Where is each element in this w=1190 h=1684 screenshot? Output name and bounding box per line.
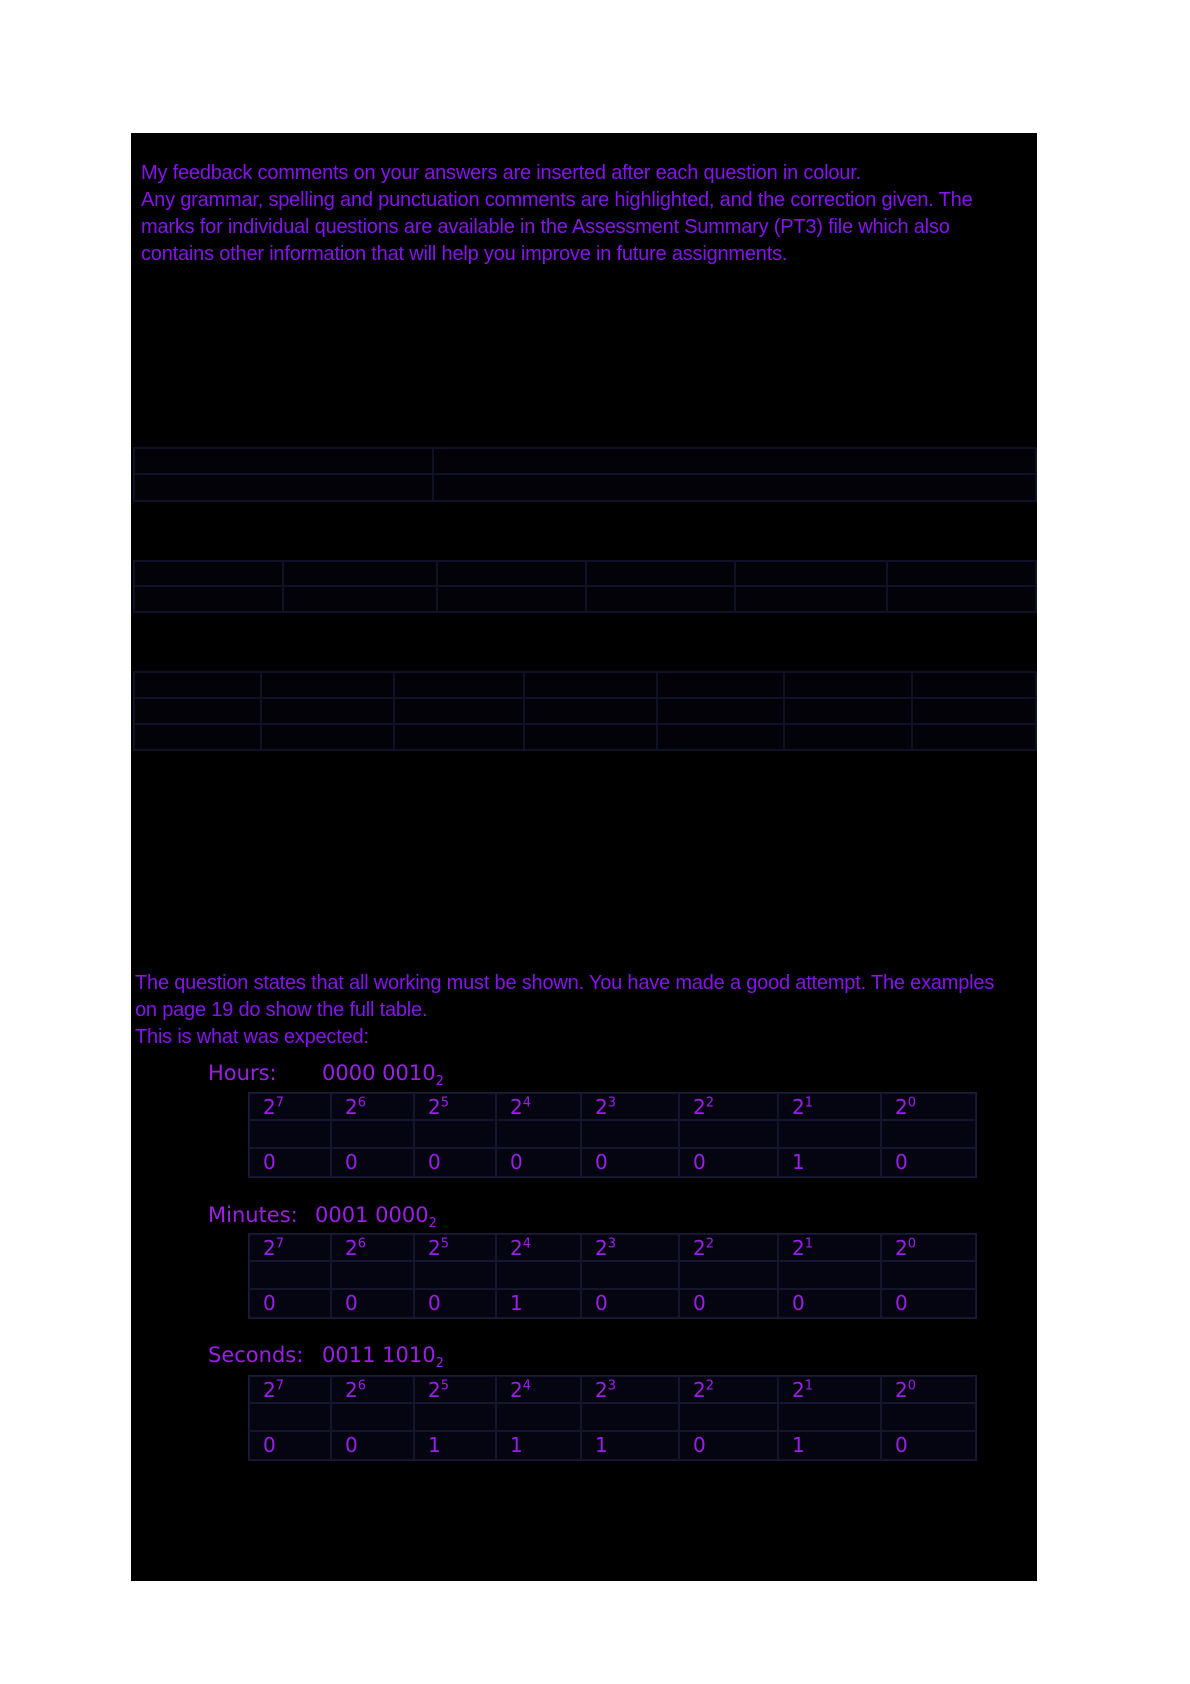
spacer-cell bbox=[331, 1403, 414, 1431]
hidden-table-cell bbox=[524, 724, 657, 750]
power-base: 2 bbox=[895, 1378, 908, 1402]
bit-value-cell: 0 bbox=[331, 1289, 414, 1318]
hidden-table-cell bbox=[912, 698, 1036, 724]
bit-value-cell: 1 bbox=[581, 1431, 679, 1460]
hidden-table-cell bbox=[433, 448, 1036, 474]
power-exponent: 3 bbox=[607, 1236, 617, 1252]
radix-subscript: 2 bbox=[435, 1074, 444, 1090]
power-exponent: 4 bbox=[522, 1236, 532, 1252]
spacer-cell bbox=[331, 1120, 414, 1148]
power-exponent: 6 bbox=[357, 1236, 367, 1252]
bit-header-cell bbox=[881, 1376, 976, 1403]
hidden-table-cell bbox=[394, 672, 524, 698]
power-exponent: 5 bbox=[440, 1095, 450, 1111]
spacer-cell bbox=[496, 1120, 581, 1148]
spacer-cell bbox=[496, 1261, 581, 1289]
hidden-table-cell bbox=[524, 698, 657, 724]
hidden-table-cell bbox=[784, 724, 912, 750]
power-base: 2 bbox=[792, 1378, 805, 1402]
hidden-table-cell bbox=[283, 586, 437, 612]
bit-value-cell: 0 bbox=[249, 1431, 331, 1460]
bit-value-cell: 0 bbox=[679, 1289, 778, 1318]
hidden-table-cell bbox=[261, 672, 394, 698]
hidden-table-cell bbox=[283, 561, 437, 586]
hidden-table-cell bbox=[887, 586, 1036, 612]
hidden-table-cell bbox=[784, 698, 912, 724]
spacer-cell bbox=[414, 1403, 496, 1431]
power-base: 2 bbox=[693, 1378, 706, 1402]
hidden-table-cell bbox=[887, 561, 1036, 586]
bit-header-cell bbox=[331, 1234, 414, 1261]
power-exponent: 0 bbox=[907, 1378, 917, 1394]
bit-value-cell: 0 bbox=[881, 1289, 976, 1318]
power-base: 2 bbox=[345, 1095, 358, 1119]
bit-header-cell bbox=[496, 1376, 581, 1403]
bit-value-cell: 1 bbox=[414, 1431, 496, 1460]
spacer-cell bbox=[496, 1403, 581, 1431]
spacer-cell bbox=[581, 1403, 679, 1431]
binary-section-value: 0001 $0000_2$ bbox=[315, 1203, 437, 1232]
hidden-table-cell bbox=[134, 672, 261, 698]
power-base: 2 bbox=[595, 1095, 608, 1119]
power-base: 2 bbox=[510, 1236, 523, 1260]
bit-header-cell bbox=[881, 1093, 976, 1120]
bit-value-cell: 0 bbox=[881, 1431, 976, 1460]
hidden-table-cell bbox=[394, 724, 524, 750]
power-exponent: 2 bbox=[705, 1236, 715, 1252]
bit-header-cell bbox=[881, 1234, 976, 1261]
hidden-table-cell bbox=[437, 586, 586, 612]
spacer-cell bbox=[778, 1403, 881, 1431]
spacer-cell bbox=[249, 1261, 331, 1289]
bit-header-cell bbox=[679, 1234, 778, 1261]
bit-value-cell: 0 bbox=[414, 1289, 496, 1318]
power-exponent: 6 bbox=[357, 1095, 367, 1111]
power-exponent: 5 bbox=[440, 1378, 450, 1394]
hidden-table-cell bbox=[586, 586, 735, 612]
power-base: 2 bbox=[428, 1236, 441, 1260]
bit-header-cell bbox=[778, 1376, 881, 1403]
binary-section-label: Seconds: bbox=[208, 1343, 304, 1367]
power-exponent: 7 bbox=[275, 1236, 285, 1252]
bit-header-cell bbox=[581, 1093, 679, 1120]
hidden-table-cell bbox=[735, 586, 887, 612]
comment-line: The question states that all working must be shown. You have made a good attempt. The examples bbox=[135, 972, 995, 994]
intro-line: marks for individual questions are available in the Assessment Summary (PT3) file which also bbox=[141, 216, 950, 238]
hidden-table-cell bbox=[912, 724, 1036, 750]
hidden-table-cell bbox=[784, 672, 912, 698]
bit-value-cell: 1 bbox=[496, 1289, 581, 1318]
power-base: 2 bbox=[595, 1378, 608, 1402]
hidden-table-cell bbox=[394, 698, 524, 724]
power-exponent: 5 bbox=[440, 1236, 450, 1252]
comment-line: This is what was expected: bbox=[135, 1026, 369, 1048]
binary-section-value: 0000 $0010_2$ bbox=[322, 1061, 444, 1090]
place-value-table bbox=[248, 1233, 977, 1319]
power-exponent: 3 bbox=[607, 1378, 617, 1394]
power-exponent: 2 bbox=[705, 1095, 715, 1111]
bit-header-cell bbox=[679, 1093, 778, 1120]
spacer-cell bbox=[778, 1120, 881, 1148]
spacer-cell bbox=[778, 1261, 881, 1289]
power-base: 2 bbox=[895, 1095, 908, 1119]
hidden-table-cell bbox=[134, 586, 283, 612]
hidden-table-cell bbox=[134, 724, 261, 750]
spacer-cell bbox=[249, 1120, 331, 1148]
intro-line: Any grammar, spelling and punctuation comments are highlighted, and the correction given. The bbox=[141, 189, 973, 211]
spacer-cell bbox=[679, 1120, 778, 1148]
spacer-cell bbox=[581, 1261, 679, 1289]
radix-subscript: 2 bbox=[428, 1216, 437, 1232]
bit-header-cell bbox=[249, 1093, 331, 1120]
power-base: 2 bbox=[263, 1236, 276, 1260]
bit-value-cell: 0 bbox=[414, 1148, 496, 1177]
bit-header-cell bbox=[778, 1234, 881, 1261]
power-base: 2 bbox=[595, 1236, 608, 1260]
bit-header-cell bbox=[249, 1234, 331, 1261]
bit-header-cell bbox=[581, 1376, 679, 1403]
bit-value-cell: 0 bbox=[581, 1148, 679, 1177]
power-base: 2 bbox=[895, 1236, 908, 1260]
hidden-table-cell bbox=[437, 561, 586, 586]
bit-header-cell bbox=[778, 1093, 881, 1120]
bit-value-cell: 0 bbox=[881, 1148, 976, 1177]
hidden-table-b bbox=[133, 560, 1037, 613]
power-base: 2 bbox=[693, 1236, 706, 1260]
hidden-table-cell bbox=[912, 672, 1036, 698]
power-exponent: 0 bbox=[907, 1236, 917, 1252]
hidden-table-cell bbox=[657, 672, 784, 698]
spacer-cell bbox=[331, 1261, 414, 1289]
bit-header-cell bbox=[414, 1234, 496, 1261]
comment-line: on page 19 do show the full table. bbox=[135, 999, 428, 1021]
bit-value-cell: 1 bbox=[778, 1148, 881, 1177]
hidden-table-cell bbox=[134, 448, 433, 474]
power-base: 2 bbox=[792, 1236, 805, 1260]
power-base: 2 bbox=[345, 1236, 358, 1260]
radix-subscript: 2 bbox=[435, 1356, 444, 1372]
bit-value-cell: 0 bbox=[679, 1148, 778, 1177]
bit-value-cell: 0 bbox=[331, 1431, 414, 1460]
power-exponent: 0 bbox=[907, 1095, 917, 1111]
binary-section-label: Hours: bbox=[208, 1061, 277, 1085]
bit-header-cell bbox=[331, 1376, 414, 1403]
power-base: 2 bbox=[263, 1095, 276, 1119]
bit-header-cell bbox=[496, 1093, 581, 1120]
power-base: 2 bbox=[693, 1095, 706, 1119]
power-base: 2 bbox=[428, 1095, 441, 1119]
bit-value-cell: 1 bbox=[496, 1431, 581, 1460]
power-exponent: 4 bbox=[522, 1095, 532, 1111]
hidden-table-cell bbox=[735, 561, 887, 586]
power-exponent: 2 bbox=[705, 1378, 715, 1394]
hidden-table-cell bbox=[657, 724, 784, 750]
bit-header-cell bbox=[414, 1093, 496, 1120]
power-exponent: 6 bbox=[357, 1378, 367, 1394]
power-exponent: 4 bbox=[522, 1378, 532, 1394]
hidden-table-cell bbox=[134, 698, 261, 724]
power-exponent: 1 bbox=[804, 1378, 814, 1394]
feedback-page-area bbox=[131, 133, 1037, 1581]
spacer-cell bbox=[881, 1120, 976, 1148]
intro-paragraph bbox=[141, 160, 973, 268]
bit-header-cell bbox=[414, 1376, 496, 1403]
power-base: 2 bbox=[428, 1378, 441, 1402]
bit-value-cell: 0 bbox=[496, 1148, 581, 1177]
intro-line: My feedback comments on your answers are inserted after each question in colour. bbox=[141, 162, 861, 184]
bit-header-cell bbox=[679, 1376, 778, 1403]
bit-value-cell: 0 bbox=[249, 1289, 331, 1318]
power-exponent: 3 bbox=[607, 1095, 617, 1111]
bit-header-cell bbox=[581, 1234, 679, 1261]
intro-line: contains other information that will help you improve in future assignments. bbox=[141, 243, 788, 265]
spacer-cell bbox=[881, 1261, 976, 1289]
hidden-table-cell bbox=[134, 561, 283, 586]
hidden-table-cell bbox=[261, 724, 394, 750]
bit-value-cell: 0 bbox=[331, 1148, 414, 1177]
hidden-table-cell bbox=[134, 474, 433, 501]
bit-value-cell: 0 bbox=[778, 1289, 881, 1318]
bit-value-cell: 0 bbox=[581, 1289, 679, 1318]
spacer-cell bbox=[679, 1261, 778, 1289]
power-exponent: 1 bbox=[804, 1236, 814, 1252]
bit-value-cell: 0 bbox=[249, 1148, 331, 1177]
power-exponent: 1 bbox=[804, 1095, 814, 1111]
power-base: 2 bbox=[510, 1095, 523, 1119]
bit-header-cell bbox=[496, 1234, 581, 1261]
power-base: 2 bbox=[345, 1378, 358, 1402]
bit-value-cell: 0 bbox=[679, 1431, 778, 1460]
spacer-cell bbox=[581, 1120, 679, 1148]
spacer-cell bbox=[881, 1403, 976, 1431]
power-base: 2 bbox=[263, 1378, 276, 1402]
hidden-table-cell bbox=[261, 698, 394, 724]
power-exponent: 7 bbox=[275, 1378, 285, 1394]
bit-header-cell bbox=[249, 1376, 331, 1403]
comment-paragraph bbox=[135, 970, 994, 1051]
spacer-cell bbox=[679, 1403, 778, 1431]
hidden-table-cell bbox=[657, 698, 784, 724]
place-value-table bbox=[248, 1375, 977, 1461]
bit-value-cell: 1 bbox=[778, 1431, 881, 1460]
power-base: 2 bbox=[510, 1378, 523, 1402]
power-base: 2 bbox=[792, 1095, 805, 1119]
spacer-cell bbox=[414, 1120, 496, 1148]
spacer-cell bbox=[414, 1261, 496, 1289]
hidden-table-a bbox=[133, 447, 1037, 502]
hidden-table-c bbox=[133, 671, 1037, 751]
hidden-table-cell bbox=[586, 561, 735, 586]
spacer-cell bbox=[249, 1403, 331, 1431]
hidden-table-cell bbox=[433, 474, 1036, 501]
place-value-table bbox=[248, 1092, 977, 1178]
hidden-table-cell bbox=[524, 672, 657, 698]
binary-section-value: 0011 $1010_2$ bbox=[322, 1343, 444, 1372]
binary-section-label: Minutes: bbox=[208, 1203, 298, 1227]
bit-header-cell bbox=[331, 1093, 414, 1120]
power-exponent: 7 bbox=[275, 1095, 285, 1111]
